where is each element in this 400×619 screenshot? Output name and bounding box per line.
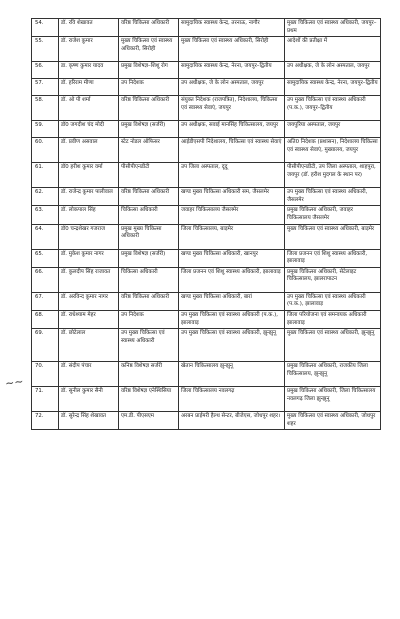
designation-cell: प्रमुख विशेषज्ञ (सर्जरी) [119, 121, 179, 138]
new-posting-cell: प्रमुख चिकित्सा अधिकारी, जवाहर चिकित्सालय जैसलमेर [285, 206, 381, 224]
table-row [32, 188, 381, 206]
doctor-name-cell: डॉ. राजेन्द्र कुमार पालीवाल [59, 188, 119, 206]
doctor-name-cell: डॉ. हरिराम मीणा [59, 79, 119, 96]
current-posting-cell: खेतान चिकित्सालय झुन्झुनू [179, 362, 285, 387]
table-body [32, 19, 381, 430]
doctor-name-cell: डॉ0 जगदीश चंद मोदी [59, 121, 119, 138]
doctor-name-cell: डॉ. सुरेन्द्र सिंह शेखावत [59, 412, 119, 430]
table-row [32, 267, 381, 292]
designation-cell: उप मुख्य चिकित्सा एवं स्वास्थ्य अधिकारी [119, 329, 179, 362]
table-row [32, 37, 381, 62]
new-posting-cell: पीसीपीएनडीटी, उप जिला अस्पताल, शाहपुरा, जयपुर (डॉ. हरीश मुदगल के स्थान पर) [285, 163, 381, 188]
doctor-name-cell: डॉ. छोटेलाल [59, 329, 119, 362]
current-posting-cell: सामुदायिक स्वास्थ्य केन्द्र, तरनाऊ, नागौर [179, 19, 285, 37]
table-row [32, 362, 381, 387]
table-row [32, 79, 381, 96]
handwritten-signature: ~~ [4, 374, 25, 391]
table-row [32, 163, 381, 188]
table-row [32, 387, 381, 412]
table-row [32, 62, 381, 79]
designation-cell: प्रमुख मुख्य चिकित्सा अधिकारी [119, 224, 179, 249]
table-row [32, 96, 381, 121]
doctor-name-cell: डॉ. अरविन्द कुमार नागर [59, 292, 119, 310]
current-posting-cell: खण्ड मुख्य चिकित्सा अधिकारी, खानपुर [179, 249, 285, 267]
table-row [32, 310, 381, 328]
doctor-name-cell: डॉ0 हरीश कुमार वर्मा [59, 163, 119, 188]
transfer-list-table [31, 18, 381, 430]
doctor-name-cell: डॉ. रवि शेखावत [59, 19, 119, 37]
table-row [32, 19, 381, 37]
serial-number-cell: 70. [32, 362, 59, 387]
new-posting-cell: अति0 निदेशक (प्रशासन), निदेशालय चिकित्सा एवं स्वास्थ्य सेवाएं, मुख्यालय, जयपुर [285, 138, 381, 163]
table-row [32, 206, 381, 224]
current-posting-cell: जिला प्रजनन एवं शिशु स्वास्थ्य अधिकारी, झालावाड़ [179, 267, 285, 292]
serial-number-cell: 58. [32, 96, 59, 121]
designation-cell: वरिष्ठ विशेषज्ञ एनेस्थिसिया [119, 387, 179, 412]
serial-number-cell: 61. [32, 163, 59, 188]
current-posting-cell: उप मुख्य चिकित्सा एवं स्वास्थ्य अधिकारी, झुन्झुनू [179, 329, 285, 362]
new-posting-cell: प्रमुख चिकित्सा अधिकारी, राजकीय जिला चिकित्सालय, झुन्झुनू [285, 362, 381, 387]
designation-cell: चिकित्सा अधिकारी [119, 267, 179, 292]
new-posting-cell: उप मुख्य चिकित्सा एवं स्वास्थ्य अधिकारी, जैसलमेर [285, 188, 381, 206]
new-posting-cell: जिला परियोजना एवं समन्वयक अधिकारी झालावाड़ [285, 310, 381, 328]
new-posting-cell: मुख्य चिकित्सा एवं स्वास्थ्य अधिकारी, जोधपुर शहर [285, 412, 381, 430]
table-row [32, 249, 381, 267]
table-row [32, 138, 381, 163]
current-posting-cell: उप जिला अस्पताल, दूदू [179, 163, 285, 188]
new-posting-cell: आदेशों की प्रतीक्षा में [285, 37, 381, 62]
current-posting-cell: जिला चिकित्सालय, बाड़मेर [179, 224, 285, 249]
doctor-name-cell: डॉ. ओ पी शर्मा [59, 96, 119, 121]
current-posting-cell: जिला चिकित्सालय नवलगढ़ [179, 387, 285, 412]
new-posting-cell: मुख्य चिकित्सा एवं स्वास्थ्य अधिकारी, झुन्झुनू [285, 329, 381, 362]
current-posting-cell: आईडीएसपी निदेशालय, चिकित्सा एवं स्वास्थ्य सेवाएं [179, 138, 285, 163]
designation-cell: वरिष्ठ चिकित्सा अधिकारी [119, 292, 179, 310]
current-posting-cell: अरबन प्राईमरी हैल्थ सेन्टर, बीजेएस, जोधपुर शहर। [179, 412, 285, 430]
serial-number-cell: 64. [32, 224, 59, 249]
doctor-name-cell: डॉ. सुनील कुमार सैनी [59, 387, 119, 412]
doctor-name-cell: डा. कृष्ण कुमार यादव [59, 62, 119, 79]
new-posting-cell: प्रमुख चिकित्सा अधिकारी, जिला चिकित्सालय नवलगढ़ जिला झुन्झुनू [285, 387, 381, 412]
transfer-order-table-page [31, 18, 380, 430]
serial-number-cell: 55. [32, 37, 59, 62]
current-posting-cell: संयुक्त निदेशक (राजपत्रित), निदेशालय, चिकित्सा एवं स्वास्थ्य सेवाएं, जयपुर [179, 96, 285, 121]
doctor-name-cell: डॉ. राजेश कुमार [59, 37, 119, 62]
designation-cell: वरिष्ठ चिकित्सा अधिकारी [119, 96, 179, 121]
doctor-name-cell: डॉ. मुकेश कुमार नागर [59, 249, 119, 267]
current-posting-cell: खण्ड मुख्य चिकित्सा अधिकारी, बारां [179, 292, 285, 310]
table-row [32, 329, 381, 362]
table-row [32, 224, 381, 249]
designation-cell: स्टेट नोडल ऑफिसर [119, 138, 179, 163]
current-posting-cell: उप अधीक्षक, जे के लोन अस्पताल, जयपुर [179, 79, 285, 96]
designation-cell: उप निदेशक [119, 310, 179, 328]
new-posting-cell: प्रमुख चिकित्सा अधिकारी, सेटेलाइट चिकित्सालय, झालरापाटन [285, 267, 381, 292]
serial-number-cell: 68. [32, 310, 59, 328]
designation-cell: कनिष्ठ विशेषज्ञ सर्जरी [119, 362, 179, 387]
table-row [32, 292, 381, 310]
serial-number-cell: 72. [32, 412, 59, 430]
doctor-name-cell: डॉ. संदीप पंचार [59, 362, 119, 387]
new-posting-cell: उप मुख्य चिकित्सा एवं स्वास्थ्य अधिकारी (प.क.), जयपुर–द्वितीय [285, 96, 381, 121]
current-posting-cell: उप मुख्य चिकित्सा एवं स्वास्थ्य अधिकारी (प.क.), झालावाड़ [179, 310, 285, 328]
current-posting-cell: मुख्य चिकित्सा एवं स्वास्थ्य अधिकारी, सिरोही [179, 37, 285, 62]
serial-number-cell: 63. [32, 206, 59, 224]
designation-cell: प्रमुख विशेषज्ञ (सर्जरी) [119, 249, 179, 267]
designation-cell: चिकित्सा अधिकारी [119, 206, 179, 224]
designation-cell: उप निदेशक [119, 79, 179, 96]
serial-number-cell: 62. [32, 188, 59, 206]
serial-number-cell: 60. [32, 138, 59, 163]
serial-number-cell: 59. [32, 121, 59, 138]
serial-number-cell: 66. [32, 267, 59, 292]
new-posting-cell: मुख्य चिकित्सा एवं स्वास्थ्य अधिकारी, जयपुर–प्रथम [285, 19, 381, 37]
new-posting-cell: जिला प्रजनन एवं शिशु स्वास्थ्य अधिकारी, झालावाड़ [285, 249, 381, 267]
designation-cell: प्रमुख विशेषज्ञ–शिशु रोग [119, 62, 179, 79]
serial-number-cell: 69. [32, 329, 59, 362]
designation-cell: वरिष्ठ चिकित्सा अधिकारी [119, 19, 179, 37]
doctor-name-cell: डॉ. प्रवीण असवाल [59, 138, 119, 163]
new-posting-cell: जयपुरिया अस्पताल, जयपुर [285, 121, 381, 138]
serial-number-cell: 54. [32, 19, 59, 37]
current-posting-cell: खण्ड मुख्य चिकित्सा अधिकारी सम, जैसलमेर [179, 188, 285, 206]
current-posting-cell: सामुदायिक स्वास्थ्य केन्द्र, नेरना, जयपुर–द्वितीय [179, 62, 285, 79]
doctor-name-cell: डॉ. राधेश्याम मेहर [59, 310, 119, 328]
designation-cell: मुख्य चिकित्सा एवं स्वास्थ्य अधिकारी, सिरोही [119, 37, 179, 62]
designation-cell: वरिष्ठ चिकित्सा अधिकारी [119, 188, 179, 206]
table-row [32, 412, 381, 430]
current-posting-cell: उप अधीक्षक, सवाई मानसिंह चिकित्सालय, जयपुर [179, 121, 285, 138]
serial-number-cell: 56. [32, 62, 59, 79]
new-posting-cell: उप अधीक्षक, जे के लोन अस्पताल, जयपुर [285, 62, 381, 79]
serial-number-cell: 67. [32, 292, 59, 310]
table-row [32, 121, 381, 138]
designation-cell: एम.डी. पीएसएम [119, 412, 179, 430]
doctor-name-cell: डॉ. कुलदीप सिंह राजावत [59, 267, 119, 292]
new-posting-cell: मुख्य चिकित्सा एवं स्वास्थ्य अधिकारी, बाड़मेर [285, 224, 381, 249]
new-posting-cell: उप मुख्य चिकित्सा एवं स्वास्थ्य अधिकारी (प.क.), झालावाड़ [285, 292, 381, 310]
current-posting-cell: जवाहर चिकित्सालय जैसलमेर [179, 206, 285, 224]
designation-cell: पीसीपीएनडीटी [119, 163, 179, 188]
serial-number-cell: 57. [32, 79, 59, 96]
doctor-name-cell: डॉ. लोकपाल सिंह [59, 206, 119, 224]
serial-number-cell: 65. [32, 249, 59, 267]
serial-number-cell: 71. [32, 387, 59, 412]
doctor-name-cell: डॉ0 चन्द्रशेखर गजराज [59, 224, 119, 249]
new-posting-cell: सामुदायिक स्वास्थ्य केन्द्र, नेरना, जयपुर–द्वितीय [285, 79, 381, 96]
